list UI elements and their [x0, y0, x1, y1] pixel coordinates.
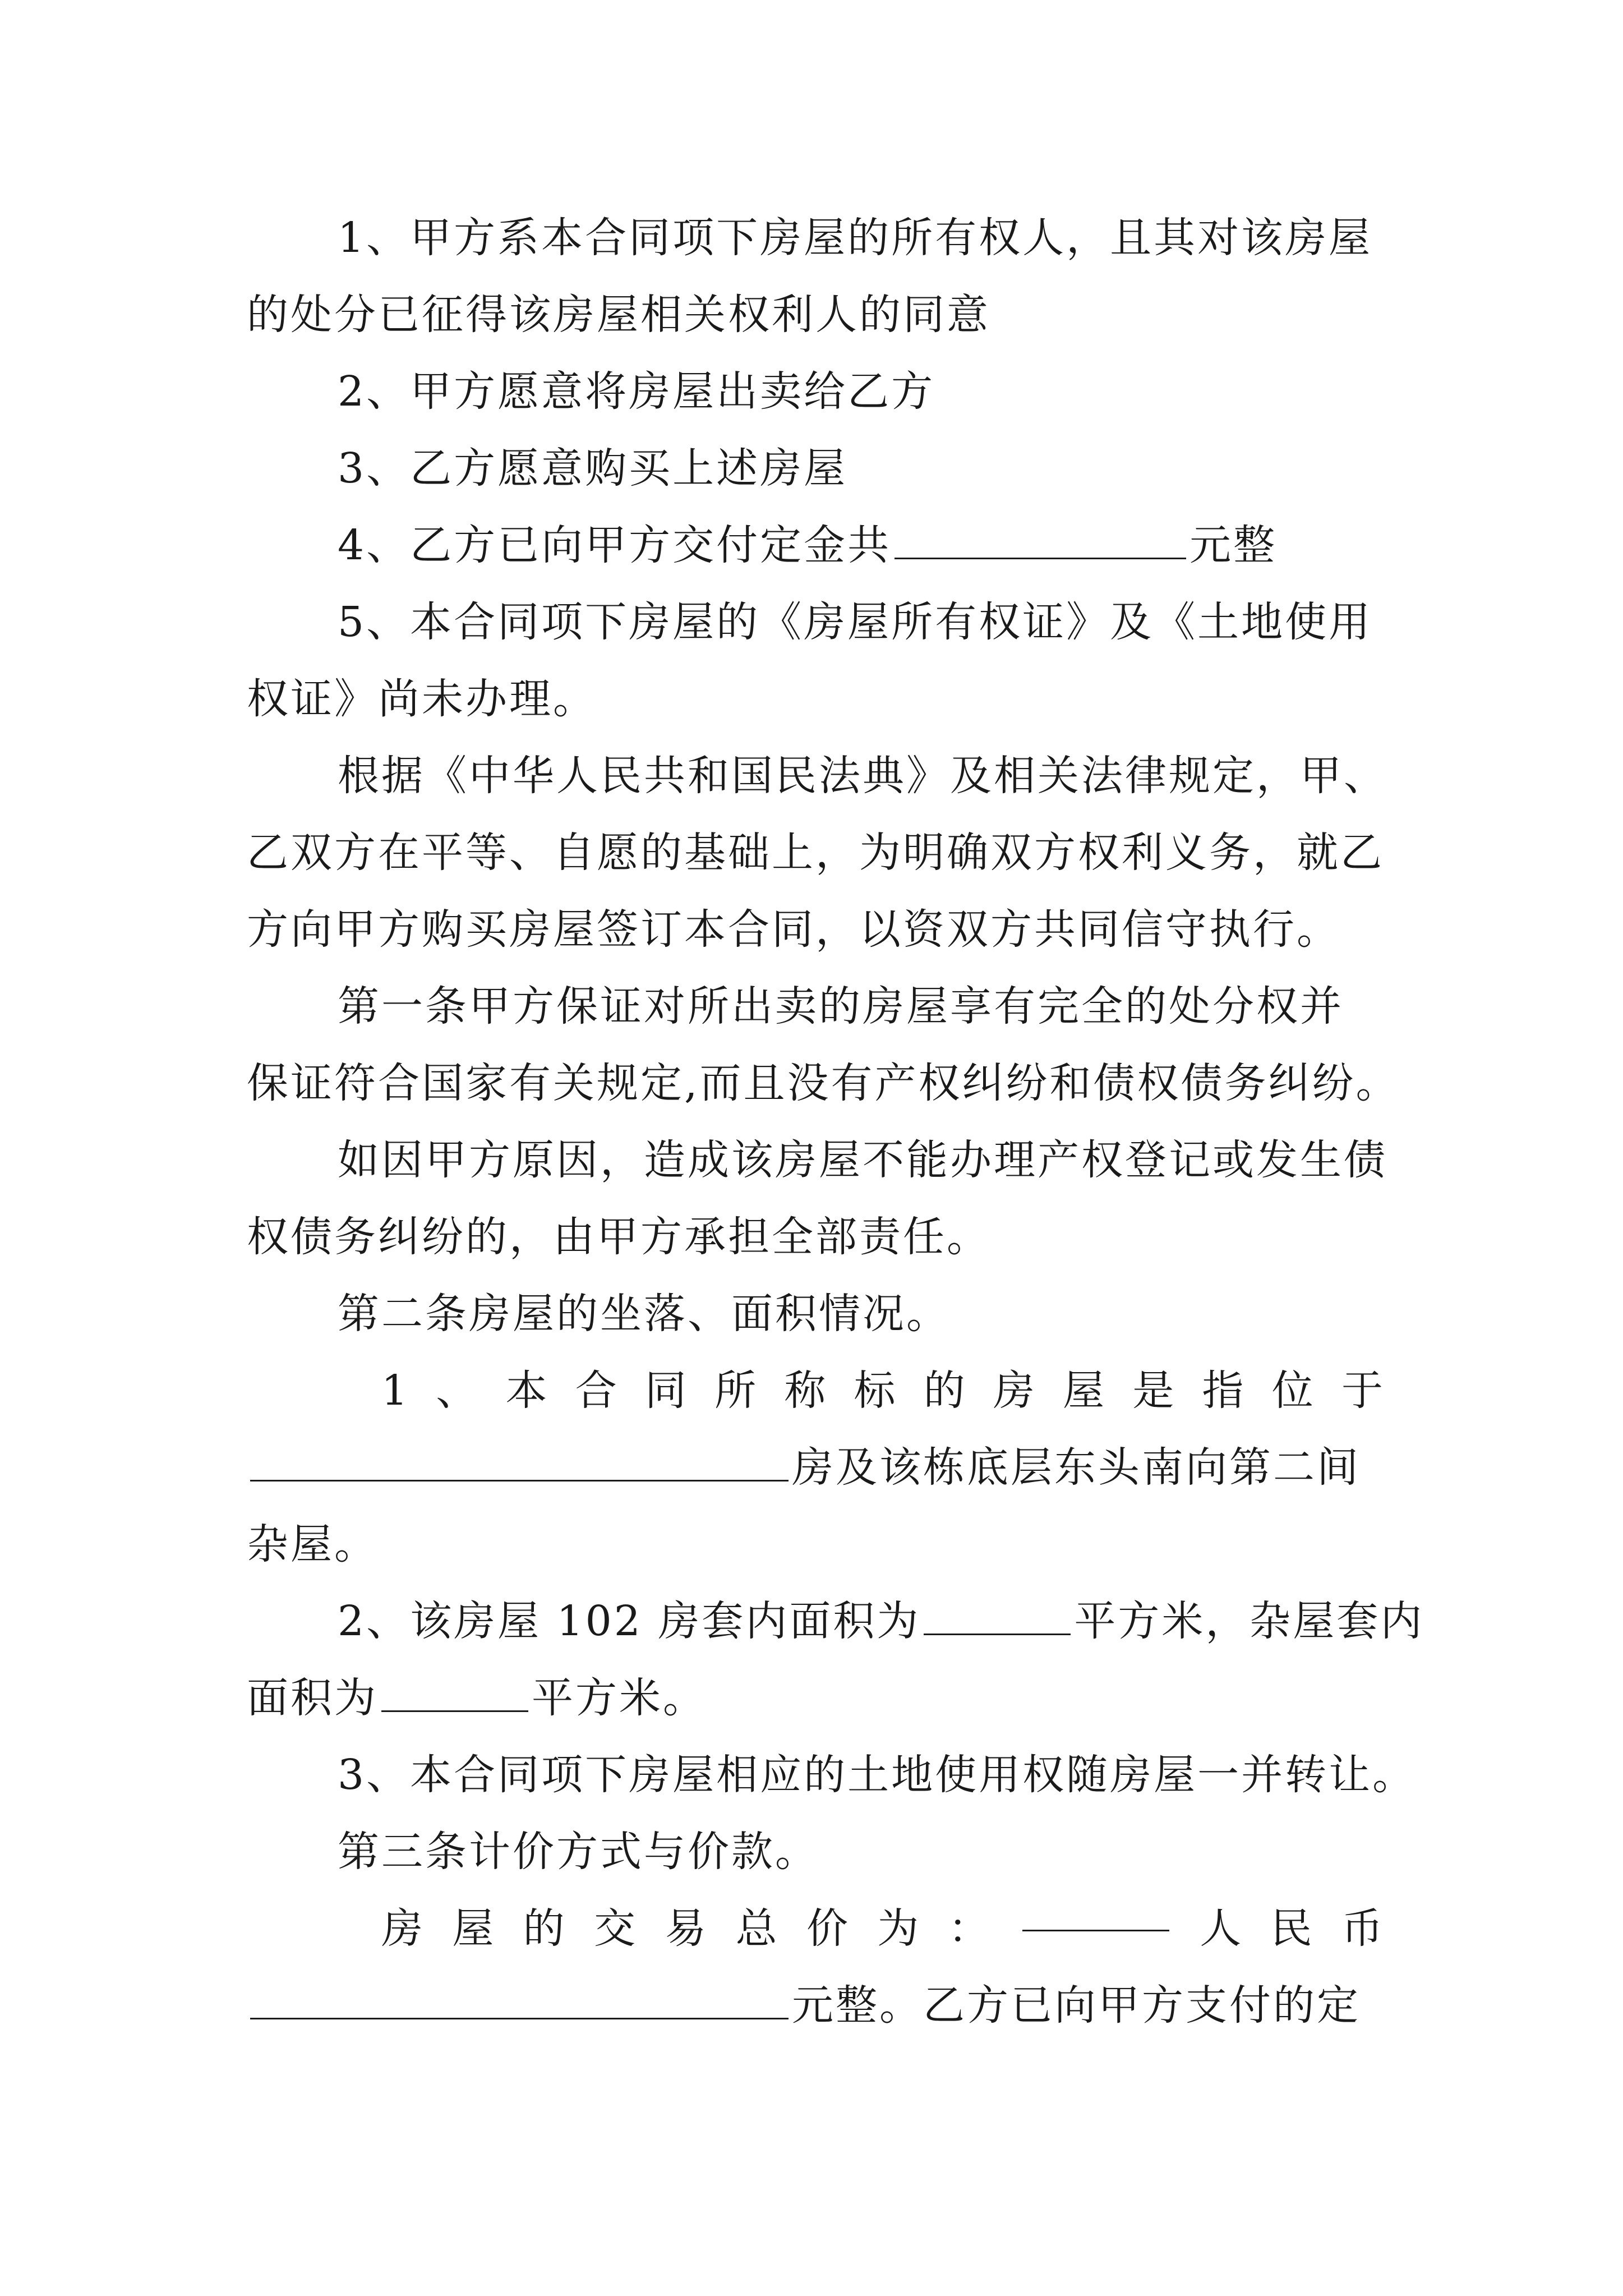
paragraph-5-line-2: 权证》尚未办理。: [247, 675, 597, 723]
rmb-text: 元整。乙方已向甲方支付的定: [792, 1981, 1361, 2030]
storage-area-text: 面积为: [247, 1674, 378, 1722]
total-price-char: 的: [523, 1904, 567, 1953]
article-1-line-2: 保证符合国家有关规定,而且没有产权纠纷和债权债务纠纷。: [247, 1059, 1400, 1107]
location-line-char: 指: [1202, 1366, 1246, 1415]
total-price-char: 币: [1341, 1904, 1385, 1953]
room-area-blank[interactable]: [924, 1594, 1071, 1635]
total-price-char: 为: [877, 1904, 921, 1953]
location-line-char: 合: [575, 1366, 619, 1415]
article-2-item-1-line-1: [247, 1352, 1385, 1429]
total-price-char: 总: [735, 1904, 780, 1953]
location-line-char: 位: [1271, 1366, 1316, 1415]
article-3-heading: 第三条计价方式与价款。: [338, 1828, 819, 1876]
room-area-text: 2、该房屋 102 房套内面积为: [338, 1597, 921, 1645]
total-price-char: 易: [665, 1904, 709, 1953]
article-1-line-1: 第一条甲方保证对所出卖的房屋享有完全的处分权并: [338, 982, 1344, 1030]
article-2-heading: 第二条房屋的坐落、面积情况。: [338, 1290, 950, 1338]
paragraph-6-line-1: 根据《中华人民共和国民法典》及相关法律规定，甲、: [338, 752, 1387, 800]
article-3-line-2: [247, 1967, 1385, 2044]
location-line-char: 屋: [1063, 1366, 1107, 1415]
deposit-text: 4、乙方已向甲方交付定金共: [338, 521, 892, 569]
storage-area-unit: 平方米。: [532, 1674, 707, 1722]
paragraph-6-line-2: 乙双方在平等、自愿的基础上，为明确双方权利义务，就乙: [247, 829, 1384, 877]
room-area-unit: 平方米，杂屋套内: [1074, 1597, 1424, 1645]
total-price-char: 房: [381, 1904, 425, 1953]
article-2-item-2-line-2: [247, 1660, 1385, 1737]
total-price-blank[interactable]: [1022, 1890, 1169, 1931]
address-text: 房及该栋底层东头南向第二间: [792, 1443, 1361, 1492]
storage-area-blank[interactable]: [381, 1671, 528, 1712]
paragraph-5-line-1: 5、本合同项下房屋的《房屋所有权证》及《土地使用: [338, 598, 1373, 646]
address-blank[interactable]: [250, 1441, 789, 1481]
article-2-item-1-line-2: [247, 1429, 1385, 1506]
paragraph-4: [247, 507, 1385, 584]
location-line-char: 的: [923, 1366, 967, 1415]
article-2-item-3: 3、本合同项下房屋相应的土地使用权随房屋一并转让。: [338, 1751, 1417, 1799]
article-2-item-1-line-3: 杂屋。: [247, 1520, 378, 1568]
contract-body: [247, 200, 1424, 2044]
total-price-char: 价: [806, 1904, 850, 1953]
deposit-amount-blank[interactable]: [895, 518, 1186, 559]
paragraph-2: 2、甲方愿意将房屋出卖给乙方: [338, 367, 935, 416]
location-line-char: 称: [784, 1366, 828, 1415]
location-line-char: 1: [381, 1366, 411, 1415]
paragraph-1-line-2: 的处分已征得该房屋相关权利人的同意: [247, 291, 990, 339]
article-3-line-1: [247, 1890, 1385, 1967]
location-line-char: 、: [436, 1366, 480, 1415]
article-1-line-3: 如因甲方原因，造成该房屋不能办理产权登记或发生债: [338, 1136, 1387, 1184]
total-price-char: ：: [948, 1904, 992, 1953]
deposit-unit: 元整: [1189, 521, 1278, 569]
article-1-line-4: 权债务纠纷的，由甲方承担全部责任。: [247, 1213, 990, 1261]
location-line-char: 房: [993, 1366, 1037, 1415]
total-price-char: 交: [593, 1904, 638, 1953]
location-line-char: 所: [714, 1366, 759, 1415]
location-line-char: 于: [1341, 1366, 1385, 1415]
paragraph-1-line-1: 1、甲方系本合同项下房屋的所有权人，且其对该房屋: [338, 214, 1373, 262]
location-line-char: 标: [854, 1366, 898, 1415]
rmb-amount-blank[interactable]: [250, 1978, 789, 2019]
total-price-char: 民: [1270, 1904, 1315, 1953]
location-line-char: 是: [1132, 1366, 1177, 1415]
total-price-char: 人: [1200, 1904, 1244, 1953]
total-price-char: 屋: [452, 1904, 496, 1953]
location-line-char: 本: [505, 1366, 550, 1415]
location-line-char: 同: [644, 1366, 689, 1415]
article-2-item-2-line-1: [247, 1583, 1424, 1660]
paragraph-3: 3、乙方愿意购买上述房屋: [338, 444, 848, 493]
paragraph-6-line-3: 方向甲方购买房屋签订本合同，以资双方共同信守执行。: [247, 905, 1340, 954]
